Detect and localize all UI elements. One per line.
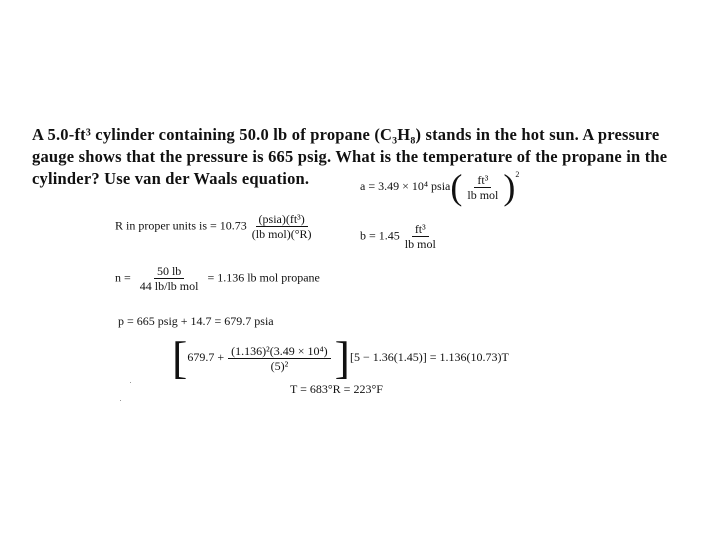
equation-denominator: (5)²	[270, 358, 289, 373]
constant-a-numerator: ft³	[474, 173, 491, 188]
equation-lead: 679.7 +	[187, 349, 225, 364]
right-paren: )	[503, 167, 516, 207]
equation-rest: [5 − 1.36(1.45)] = 1.136(10.73)T	[349, 349, 509, 364]
moles-result: = 1.136 lb mol propane	[207, 270, 320, 285]
constant-b-numerator: ft³	[412, 222, 429, 237]
constant-a-denominator: lb mol	[467, 187, 499, 202]
gas-constant-prefix: R in proper units is = 10.73	[115, 218, 247, 233]
problem-line-1: A 5.0-ft³ cylinder containing 50.0 lb of propane (C₃H₈) stands in the hot sun. A pressure	[32, 125, 660, 144]
constant-a-fraction	[464, 173, 501, 202]
problem-line-3: cylinder? Use van der Waals equation.	[32, 169, 310, 188]
moles-numerator: 50 lb	[154, 264, 184, 279]
constant-b	[360, 222, 441, 251]
constant-b-fraction	[402, 222, 439, 251]
constant-b-denominator: lb mol	[404, 237, 436, 251]
scan-speck	[130, 382, 131, 383]
problem-line-2: gauge shows that the pressure is 665 psig. What is the temperature of the propane in the	[32, 147, 668, 166]
gas-constant-fraction	[249, 212, 315, 241]
result-line: T = 683°R = 223°F	[290, 382, 383, 396]
gas-constant-denominator: (lb mol)(°R)	[251, 227, 312, 241]
moles-fraction	[137, 264, 202, 293]
gas-constant-R	[115, 212, 317, 241]
equation-open-bracket: [	[172, 332, 188, 383]
moles-denominator: 44 lb/lb mol	[139, 279, 199, 293]
moles-n	[115, 264, 320, 293]
gas-constant-numerator: (psia)(ft³)	[256, 212, 308, 227]
scan-speck	[120, 400, 121, 401]
vdw-equation	[172, 332, 509, 383]
constant-a-prefix: a = 3.49 × 10⁴ psia	[360, 178, 451, 193]
constant-b-prefix: b = 1.45	[360, 228, 400, 243]
equation-numerator: (1.136)²(3.49 × 10⁴)	[228, 344, 331, 359]
equation-fraction	[228, 344, 331, 373]
left-paren: (	[450, 167, 463, 207]
pressure-line: p = 665 psig + 14.7 = 679.7 psia	[118, 314, 274, 328]
constant-a	[360, 167, 520, 207]
constant-a-exponent: 2	[515, 169, 520, 179]
equation-close-bracket: ]	[334, 332, 350, 383]
moles-prefix: n =	[115, 270, 131, 285]
